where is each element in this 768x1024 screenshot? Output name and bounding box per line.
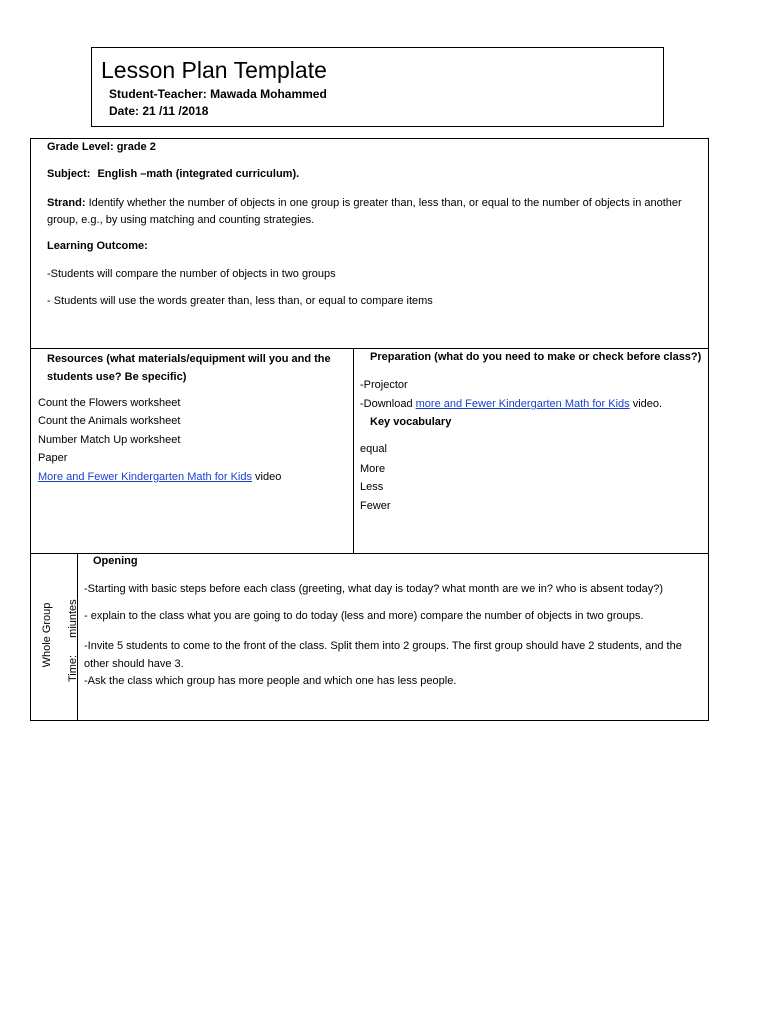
resource-video: More and Fewer Kindergarten Math for Kids video <box>38 471 282 483</box>
learning-outcome-heading: Learning Outcome: <box>47 240 148 252</box>
vocabulary-word: equal <box>360 443 387 455</box>
lesson-date: Date: 21 /11 /2018 <box>109 104 209 118</box>
opening-line: -Invite 5 students to come to the front of the class. Split them into 2 groups. The first group should have 2 students, and the other should have 3. <box>84 640 682 670</box>
resource-item: Number Match Up worksheet <box>38 434 181 446</box>
vocabulary-word: Less <box>360 481 384 493</box>
resource-item: Count the Flowers worksheet <box>38 397 181 409</box>
vocabulary-heading: Key vocabulary <box>370 416 452 428</box>
resource-item: Count the Animals worksheet <box>38 415 181 427</box>
opening-heading: Opening <box>93 555 138 567</box>
download-link[interactable]: more and Fewer Kindergarten Math for Kids <box>415 398 630 410</box>
vocabulary-word: Fewer <box>360 500 391 512</box>
time-label: Time: miuntes <box>67 599 79 682</box>
opening-line: - explain to the class what you are going to do today (less and more) compare the number of objects in two groups. <box>84 610 644 622</box>
resource-item: Paper <box>38 452 68 464</box>
preparation-download: -Download more and Fewer Kindergarten Math for Kids video. <box>360 398 663 410</box>
strand: Strand: Identify whether the number of objects in one group is greater than, less than, or equal to the number of objects in another group, e.g., by using matching and counting strategies. <box>47 197 682 226</box>
subject: Subject: English –math (integrated curriculum). <box>47 168 300 180</box>
student-teacher: Student-Teacher: Mawada Mohammed <box>109 87 327 101</box>
learning-outcome-1: -Students will compare the number of objects in two groups <box>47 268 336 280</box>
video-link[interactable]: More and Fewer Kindergarten Math for Kids <box>38 471 252 483</box>
resources-heading: Resources (what materials/equipment will you and the students use? Be specific) <box>47 353 331 383</box>
preparation-item: -Projector <box>360 379 408 391</box>
header-box <box>91 47 664 127</box>
page-title: Lesson Plan Template <box>101 57 327 83</box>
opening-line: -Starting with basic steps before each class (greeting, what day is today? what month are we in? who is absent today?) <box>84 583 664 595</box>
whole-group-label: Whole Group <box>41 602 53 668</box>
opening-line: -Ask the class which group has more people and which one has less people. <box>84 675 457 687</box>
preparation-heading: Preparation (what do you need to make or check before class?) <box>370 351 702 363</box>
grade-level: Grade Level: grade 2 <box>47 141 156 153</box>
learning-outcome-2: - Students will use the words greater than, less than, or equal to compare items <box>47 295 433 307</box>
vocabulary-word: More <box>360 463 386 475</box>
